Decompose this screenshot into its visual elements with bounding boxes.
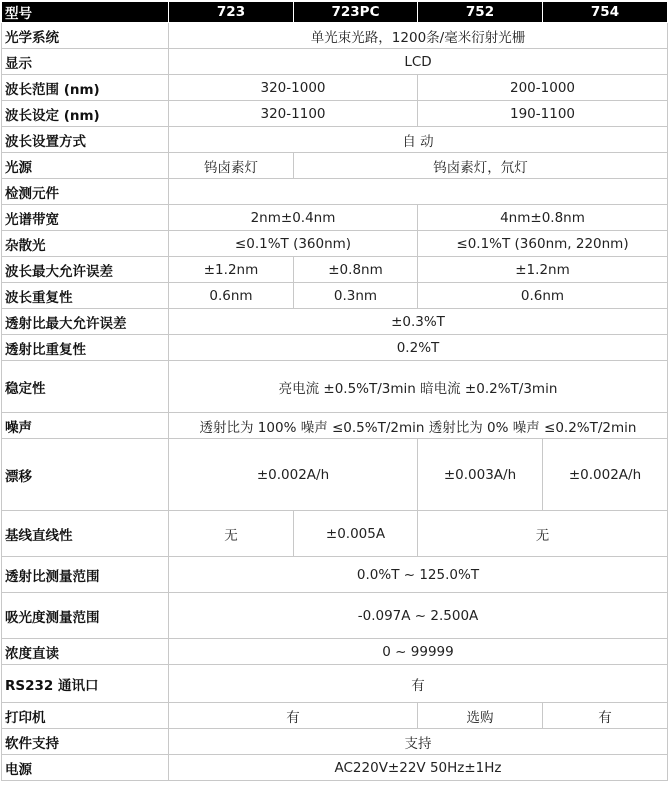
table-header-row (2, 2, 668, 23)
row-label: 浓度直读 (2, 639, 169, 665)
row-value: 0 ~ 99999 (169, 639, 668, 665)
table-row (2, 127, 668, 153)
row-label: 稳定性 (2, 361, 169, 413)
row-label: 透射比最大允许误差 (2, 309, 169, 335)
row-label: 杂散光 (2, 231, 169, 257)
header-label: 型号 (2, 2, 169, 23)
row-label: 电源 (2, 755, 169, 781)
table-row (2, 729, 668, 755)
table-row (2, 665, 668, 703)
spec-table-body (2, 2, 668, 781)
row-value: 无 (169, 511, 294, 557)
row-label: RS232 通讯口 (2, 665, 169, 703)
row-label: 波长重复性 (2, 283, 169, 309)
row-label: 波长设定 (nm) (2, 101, 169, 127)
table-row (2, 361, 668, 413)
row-label: 基线直线性 (2, 511, 169, 557)
row-value: ±1.2nm (418, 257, 668, 283)
table-row (2, 335, 668, 361)
header-model: 754 (543, 2, 668, 23)
row-value: 有 (169, 703, 418, 729)
row-value: LCD (169, 49, 668, 75)
row-value: ±1.2nm (169, 257, 294, 283)
row-value: -0.097A ~ 2.500A (169, 593, 668, 639)
row-value: ≤0.1%T (360nm) (169, 231, 418, 257)
row-value (169, 179, 668, 205)
row-value: ±0.3%T (169, 309, 668, 335)
row-value: 320-1000 (169, 75, 418, 101)
row-label: 波长设置方式 (2, 127, 169, 153)
row-value: 4nm±0.8nm (418, 205, 668, 231)
row-value: 选购 (418, 703, 543, 729)
table-row (2, 639, 668, 665)
row-value: 透射比为 100% 噪声 ≤0.5%T/2min 透射比为 0% 噪声 ≤0.2%T/2min (169, 413, 668, 439)
row-label: 透射比重复性 (2, 335, 169, 361)
row-value: ≤0.1%T (360nm, 220nm) (418, 231, 668, 257)
table-row (2, 309, 668, 335)
row-value: ±0.002A/h (169, 439, 418, 511)
table-row (2, 413, 668, 439)
row-value: 200-1000 (418, 75, 668, 101)
table-row (2, 511, 668, 557)
row-value: ±0.003A/h (418, 439, 543, 511)
row-value: 钨卤素灯 (169, 153, 294, 179)
row-value: 亮电流 ±0.5%T/3min 暗电流 ±0.2%T/3min (169, 361, 668, 413)
row-value: 无 (418, 511, 668, 557)
row-value: 单光束光路，1200条/毫米衍射光栅 (169, 23, 668, 49)
table-row (2, 257, 668, 283)
row-label: 透射比测量范围 (2, 557, 169, 593)
row-value: 0.2%T (169, 335, 668, 361)
table-row (2, 23, 668, 49)
spec-table (1, 1, 668, 781)
header-model: 752 (418, 2, 543, 23)
table-row (2, 205, 668, 231)
row-value: AC220V±22V 50Hz±1Hz (169, 755, 668, 781)
row-value: ±0.8nm (294, 257, 418, 283)
row-value: 190-1100 (418, 101, 668, 127)
row-value: 有 (169, 665, 668, 703)
row-value: 2nm±0.4nm (169, 205, 418, 231)
row-label: 波长范围 (nm) (2, 75, 169, 101)
row-value: 0.6nm (169, 283, 294, 309)
row-label: 软件支持 (2, 729, 169, 755)
row-label: 吸光度测量范围 (2, 593, 169, 639)
table-row (2, 49, 668, 75)
table-row (2, 703, 668, 729)
table-row (2, 101, 668, 127)
header-model: 723 (169, 2, 294, 23)
table-row (2, 755, 668, 781)
table-row (2, 593, 668, 639)
row-value: 0.3nm (294, 283, 418, 309)
row-label: 波长最大允许误差 (2, 257, 169, 283)
header-model: 723PC (294, 2, 418, 23)
table-row (2, 179, 668, 205)
row-value: ±0.002A/h (543, 439, 668, 511)
row-value: 支持 (169, 729, 668, 755)
table-row (2, 557, 668, 593)
table-row (2, 439, 668, 511)
row-label: 漂移 (2, 439, 169, 511)
row-label: 光源 (2, 153, 169, 179)
table-row (2, 75, 668, 101)
row-value: 0.6nm (418, 283, 668, 309)
row-label: 噪声 (2, 413, 169, 439)
row-value: ±0.005A (294, 511, 418, 557)
table-row (2, 283, 668, 309)
table-row (2, 153, 668, 179)
row-value: 钨卤素灯，氘灯 (294, 153, 668, 179)
table-row (2, 231, 668, 257)
row-label: 光谱带宽 (2, 205, 169, 231)
row-label: 显示 (2, 49, 169, 75)
row-value: 0.0%T ~ 125.0%T (169, 557, 668, 593)
row-value: 有 (543, 703, 668, 729)
row-value: 自 动 (169, 127, 668, 153)
row-label: 光学系统 (2, 23, 169, 49)
row-label: 检测元件 (2, 179, 169, 205)
row-value: 320-1100 (169, 101, 418, 127)
row-label: 打印机 (2, 703, 169, 729)
